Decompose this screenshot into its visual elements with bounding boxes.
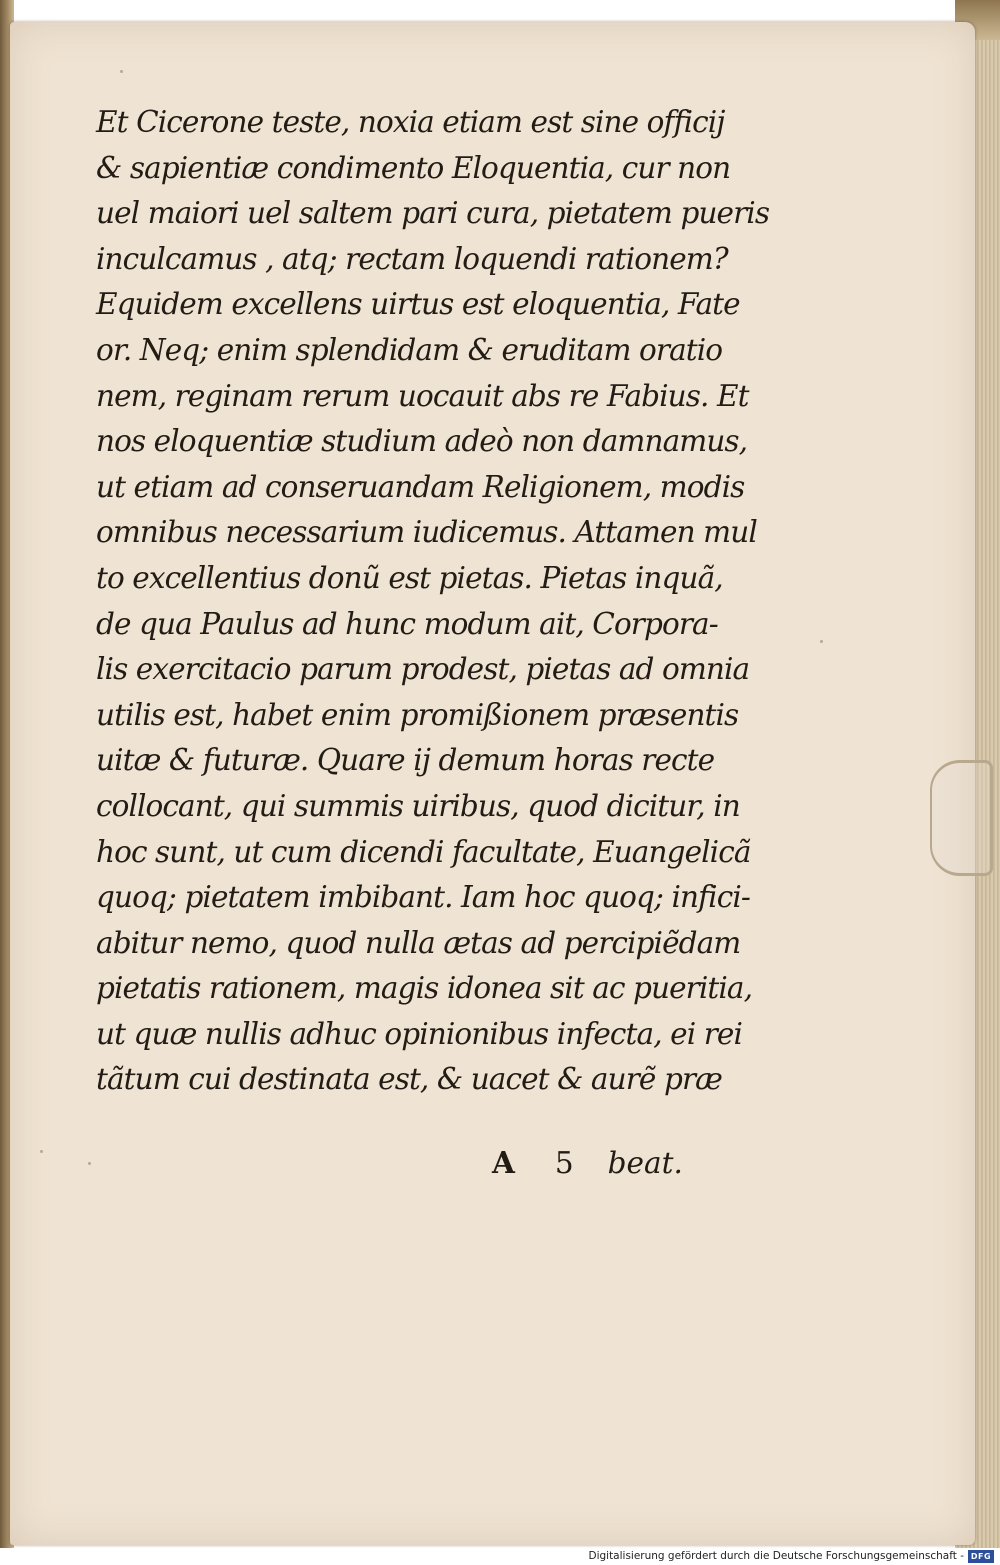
- text-line: nem, reginam rerum uocauit abs re Fabius. Et: [96, 378, 749, 413]
- text-line: ut quæ nullis adhuc opinionibus infecta, ei rei: [96, 1016, 743, 1051]
- paper-speck: [820, 640, 823, 643]
- text-line: Et Cicerone teste, noxia etiam est sine officij: [96, 105, 725, 139]
- text-line: or. Neq; enim splendidam & eruditam oratio: [96, 332, 723, 367]
- text-line: pietatis rationem, magis idonea sit ac pueritia,: [96, 971, 753, 1006]
- text-line: Equidem excellens uirtus est eloquentia, Fate: [96, 287, 740, 322]
- text-line: & sapientiæ condimento Eloquentia, cur non: [96, 150, 731, 185]
- text-line: to excellentius donũ est pietas. Pietas inquã,: [96, 560, 723, 595]
- text-line: uel maiori uel saltem pari cura, pietatem pueris: [96, 196, 770, 231]
- text-line: abitur nemo, quod nulla ætas ad percipiẽdam: [96, 925, 741, 960]
- signature-line: [492, 1140, 683, 1185]
- signature-number: 5: [554, 1146, 574, 1180]
- text-line: ut etiam ad conseruandam Religionem, modis: [96, 469, 745, 504]
- catchword: beat.: [607, 1146, 683, 1180]
- signature-mark: A: [492, 1145, 515, 1180]
- text-line: collocant, qui summis uiribus, quod dicitur, in: [96, 788, 740, 823]
- text-line: de qua Paulus ad hunc modum ait, Corpora-: [96, 606, 718, 641]
- text-line: uitæ & futuræ. Quare ij demum horas recte: [96, 743, 715, 778]
- dfg-logo: DFG: [968, 1550, 994, 1563]
- text-line: utilis est, habet enim promißionem præsentis: [96, 697, 739, 732]
- text-line: hoc sunt, ut cum dicendi facultate, Euangelicã: [96, 834, 751, 869]
- text-line: lis exercitacio parum prodest, pietas ad omnia: [96, 652, 750, 687]
- paper-speck: [88, 1162, 91, 1165]
- text-line: inculcamus , atq; rectam loquendi rationem?: [96, 241, 728, 276]
- digitization-credit: Digitalisierung gefördert durch die Deutsche Forschungsgemeinschaft -: [588, 1550, 964, 1562]
- paper-speck: [120, 70, 123, 73]
- text-line: tãtum cui destinata est, & uacet & aurẽ præ: [96, 1062, 722, 1097]
- text-line: omnibus necessarium iudicemus. Attamen mul: [96, 515, 757, 550]
- page-text: [96, 100, 770, 1103]
- text-line: quoq; pietatem imbibant. Iam hoc quoq; infici-: [96, 880, 750, 915]
- paper-speck: [40, 1150, 43, 1153]
- page-clip: [930, 760, 993, 876]
- text-line: nos eloquentiæ studium adeò non damnamus,: [96, 424, 748, 459]
